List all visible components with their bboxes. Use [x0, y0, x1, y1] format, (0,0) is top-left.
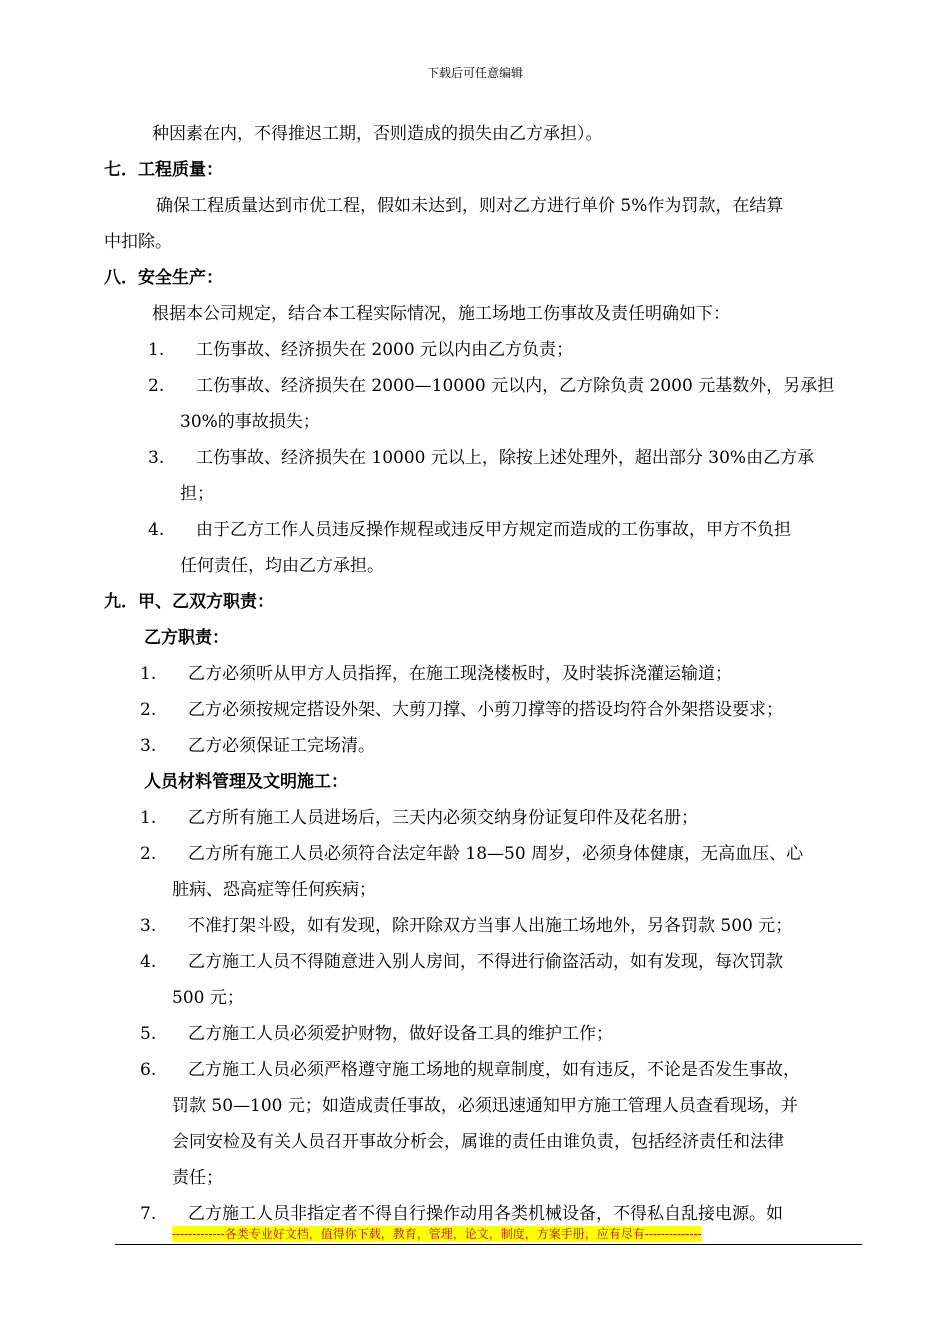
list-text: 乙方施工人员不得随意进入别人房间，不得进行偷盗活动，如有发现，每次罚款: [188, 952, 783, 972]
management-item-3: [104, 908, 864, 944]
footer-banner: -------------各类专业好文档，值得你下载，教育，管理，论文，制度，方案手册，应有尽有--------------: [172, 1227, 702, 1241]
list-number: 1.: [140, 664, 157, 684]
list-text: 乙方施工人员非指定者不得自行操作动用各类机械设备，不得私自乱接电源。如: [188, 1204, 783, 1224]
safety-item-1: [104, 332, 864, 368]
list-text-continuation: 任何责任，均由乙方承担。: [180, 556, 384, 576]
list-number: 3.: [140, 916, 157, 936]
list-text: 工伤事故、经济损失在 2000 元以内由乙方负责；: [196, 340, 574, 360]
list-number: 4.: [140, 952, 157, 972]
list-number: 3.: [148, 448, 165, 468]
list-number: 5.: [140, 1024, 157, 1044]
list-number: 1.: [140, 808, 157, 828]
list-text: 乙方必须保证工完场清。: [188, 736, 375, 756]
section-heading-8: 八．安全生产：: [104, 268, 223, 288]
safety-intro: 根据本公司规定，结合本工程实际情况，施工场地工伤事故及责任明确如下：: [152, 304, 730, 324]
management-item-4: [104, 944, 864, 980]
list-text-continuation: 责任；: [172, 1168, 223, 1188]
management-item-2: [104, 836, 864, 872]
header-note: 下载后可任意编辑: [426, 66, 523, 80]
quality-text-2: 中扣除。: [104, 232, 172, 252]
subheading-personnel-management: 人员材料管理及文明施工：: [144, 772, 348, 792]
safety-item-2: [104, 368, 864, 404]
paragraph-continuation: 种因素在内，不得推迟工期，否则造成的损失由乙方承担）。: [152, 124, 603, 144]
management-item-1: [104, 800, 864, 836]
safety-item-3: [104, 440, 864, 476]
list-number: 3.: [140, 736, 157, 756]
list-text: 乙方所有施工人员进场后，三天内必须交纳身份证复印件及花名册；: [188, 808, 698, 828]
subheading-party-b-duties: 乙方职责：: [144, 628, 229, 648]
document-body: [104, 116, 864, 1232]
footer-divider: [115, 1244, 862, 1245]
list-text: 乙方必须按规定搭设外架、大剪刀撑、小剪刀撑等的搭设均符合外架搭设要求；: [188, 700, 783, 720]
list-text: 不准打架斗殴，如有发现，除开除双方当事人出施工场地外，另各罚款 500 元；: [188, 916, 793, 936]
section-heading-9: 九．甲、乙双方职责：: [104, 592, 274, 612]
list-text-continuation: 罚款 50—100 元；如造成责任事故，必须迅速通知甲方施工管理人员查看现场，并: [172, 1096, 798, 1116]
management-item-6: [104, 1052, 864, 1088]
list-number: 2.: [140, 844, 157, 864]
list-text: 由于乙方工作人员违反操作规程或违反甲方规定而造成的工伤事故，甲方不负担: [196, 520, 791, 540]
section-heading-7: 七．工程质量：: [104, 160, 223, 180]
duty-item-1: [104, 656, 864, 692]
list-text-continuation: 担；: [180, 484, 214, 504]
list-text-continuation: 500 元；: [172, 988, 244, 1008]
list-number: 2.: [148, 376, 165, 396]
list-number: 4.: [148, 520, 165, 540]
list-number: 7.: [140, 1204, 157, 1224]
list-text: 工伤事故、经济损失在 10000 元以上，除按上述处理外，超出部分 30%由乙方承: [196, 448, 815, 468]
management-item-5: [104, 1016, 864, 1052]
duty-item-2: [104, 692, 864, 728]
list-text-continuation: 脏病、恐高症等任何疾病；: [172, 880, 376, 900]
list-number: 6.: [140, 1060, 157, 1080]
list-text-continuation: 30%的事故损失；: [180, 412, 320, 432]
duty-item-3: [104, 728, 864, 764]
list-text: 乙方施工人员必须爱护财物，做好设备工具的维护工作；: [188, 1024, 613, 1044]
safety-item-4: [104, 512, 864, 548]
list-text: 工伤事故、经济损失在 2000—10000 元以内，乙方除负责 2000 元基数外，另承担: [196, 376, 835, 396]
list-text-continuation: 会同安检及有关人员召开事故分析会，属谁的责任由谁负责，包括经济责任和法律: [172, 1132, 784, 1152]
list-number: 2.: [140, 700, 157, 720]
list-text: 乙方施工人员必须严格遵守施工场地的规章制度，如有违反，不论是否发生事故，: [188, 1060, 800, 1080]
list-text: 乙方所有施工人员必须符合法定年龄 18—50 周岁，必须身体健康，无高血压、心: [188, 844, 804, 864]
list-text: 乙方必须听从甲方人员指挥，在施工现浇楼板时，及时装拆浇灌运输道；: [188, 664, 732, 684]
quality-text-1: 确保工程质量达到市优工程，假如未达到，则对乙方进行单价 5%作为罚款，在结算: [156, 196, 784, 216]
list-number: 1.: [148, 340, 165, 360]
